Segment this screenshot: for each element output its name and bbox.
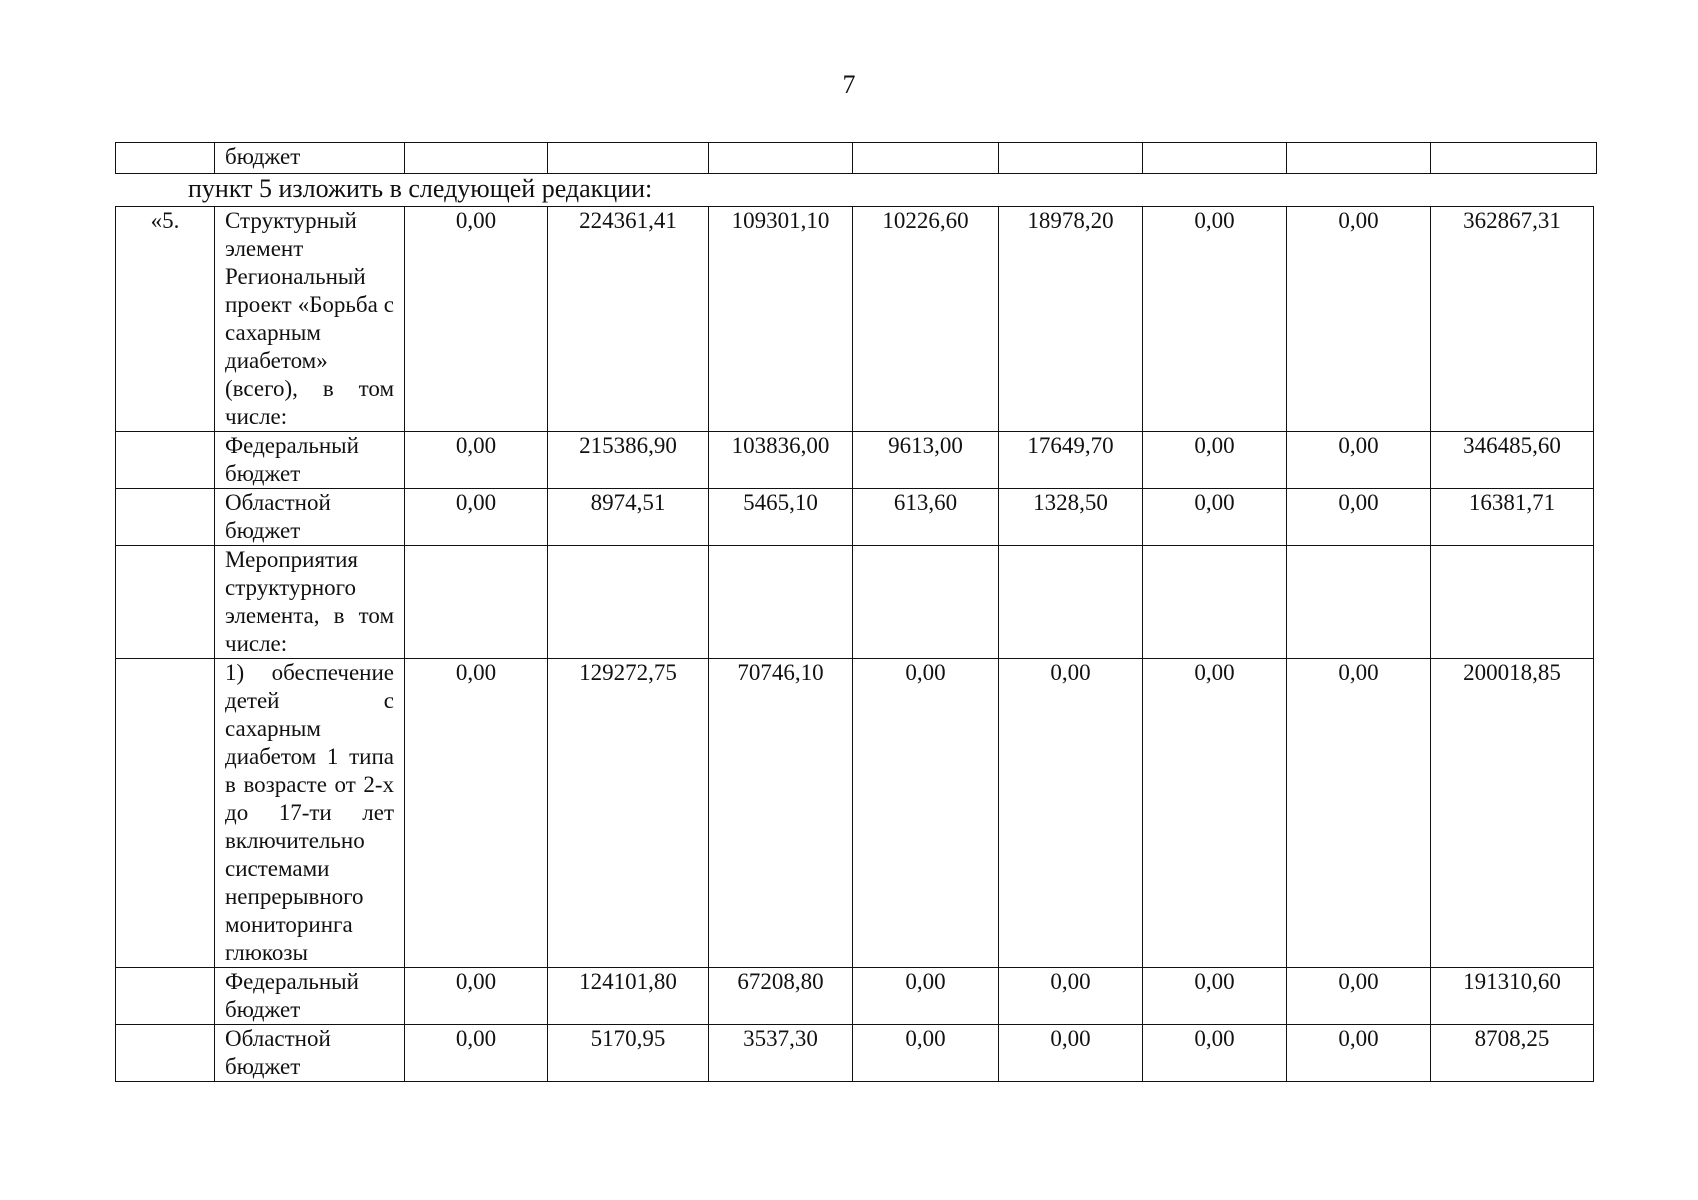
cell-value [1143, 546, 1287, 659]
cell-marker: «5. [116, 207, 215, 432]
table-row [116, 546, 1594, 659]
cell-value: 0,00 [1143, 659, 1287, 968]
cell-value: 0,00 [1143, 432, 1287, 489]
cell-value: 0,00 [999, 659, 1143, 968]
cell-value: 9613,00 [853, 432, 999, 489]
cell-value [709, 546, 853, 659]
cell-value: 10226,60 [853, 207, 999, 432]
cell-value: 0,00 [1143, 207, 1287, 432]
cell-value [1143, 143, 1287, 174]
cell-value [1431, 546, 1594, 659]
cell-value: 0,00 [405, 489, 548, 546]
cell-value: 3537,30 [709, 1025, 853, 1082]
cell-marker [116, 489, 215, 546]
cell-marker [116, 546, 215, 659]
cell-label: Областной бюджет [215, 1025, 405, 1082]
cell-value [709, 143, 853, 174]
cell-value: 67208,80 [709, 968, 853, 1025]
cell-value: 362867,31 [1431, 207, 1594, 432]
continuation-table [115, 142, 1597, 174]
cell-value: 0,00 [1143, 968, 1287, 1025]
cell-value: 0,00 [405, 1025, 548, 1082]
cell-value: 200018,85 [1431, 659, 1594, 968]
cell-value: 0,00 [1143, 489, 1287, 546]
cell-value: 0,00 [1287, 432, 1431, 489]
cell-value: 1328,50 [999, 489, 1143, 546]
cell-value [999, 546, 1143, 659]
cell-label: 1) обеспечение детей с сахарным диабетом 1 типа в возрасте от 2-х до 17-ти лет включительно системами непрерывного мониторинга глюкозы [215, 659, 405, 968]
cell-label: Федеральный бюджет [215, 432, 405, 489]
cell-marker [116, 143, 215, 174]
cell-value: 16381,71 [1431, 489, 1594, 546]
cell-marker [116, 968, 215, 1025]
cell-value: 8708,25 [1431, 1025, 1594, 1082]
table-row [116, 968, 1594, 1025]
cell-value: 215386,90 [548, 432, 709, 489]
table-row [116, 143, 1597, 174]
cell-value [548, 143, 709, 174]
cell-value: 5170,95 [548, 1025, 709, 1082]
cell-value [1287, 143, 1431, 174]
cell-value: 129272,75 [548, 659, 709, 968]
cell-marker [116, 432, 215, 489]
cell-value [405, 546, 548, 659]
cell-value: 0,00 [1143, 1025, 1287, 1082]
table-row [116, 207, 1594, 432]
cell-value [853, 143, 999, 174]
cell-label: Структурный элемент Региональный проект «Борьба с сахарным диабетом» (всего), в том числе: [215, 207, 405, 432]
cell-value: 18978,20 [999, 207, 1143, 432]
cell-value [999, 143, 1143, 174]
cell-value: 103836,00 [709, 432, 853, 489]
cell-value: 0,00 [853, 1025, 999, 1082]
table-row [116, 1025, 1594, 1082]
cell-value [1431, 143, 1597, 174]
cell-marker [116, 659, 215, 968]
cell-value: 0,00 [405, 659, 548, 968]
cell-marker [116, 1025, 215, 1082]
cell-value [853, 546, 999, 659]
cell-value: 17649,70 [999, 432, 1143, 489]
cell-value: 0,00 [1287, 1025, 1431, 1082]
cell-value: 0,00 [853, 968, 999, 1025]
cell-value: 0,00 [1287, 968, 1431, 1025]
intro-text: пункт 5 изложить в следующей редакции: [188, 174, 653, 203]
cell-value: 70746,10 [709, 659, 853, 968]
cell-value: 0,00 [999, 968, 1143, 1025]
cell-value: 0,00 [1287, 207, 1431, 432]
cell-value: 0,00 [405, 968, 548, 1025]
cell-value: 224361,41 [548, 207, 709, 432]
table-row [116, 489, 1594, 546]
cell-value: 0,00 [853, 659, 999, 968]
cell-value: 346485,60 [1431, 432, 1594, 489]
table-row [116, 432, 1594, 489]
cell-value: 191310,60 [1431, 968, 1594, 1025]
table-row [116, 659, 1594, 968]
cell-value: 109301,10 [709, 207, 853, 432]
cell-value: 0,00 [999, 1025, 1143, 1082]
cell-value: 0,00 [405, 207, 548, 432]
budget-table [115, 206, 1594, 1082]
cell-label: бюджет [215, 143, 405, 174]
cell-value [1287, 546, 1431, 659]
cell-value: 0,00 [1287, 489, 1431, 546]
cell-label: Областной бюджет [215, 489, 405, 546]
cell-value: 5465,10 [709, 489, 853, 546]
cell-value [548, 546, 709, 659]
cell-value [405, 143, 548, 174]
cell-value: 613,60 [853, 489, 999, 546]
cell-value: 124101,80 [548, 968, 709, 1025]
cell-label: Федеральный бюджет [215, 968, 405, 1025]
page-number: 7 [842, 70, 856, 99]
cell-label: Мероприятия структурного элемента, в том числе: [215, 546, 405, 659]
cell-value: 0,00 [1287, 659, 1431, 968]
cell-value: 8974,51 [548, 489, 709, 546]
cell-value: 0,00 [405, 432, 548, 489]
